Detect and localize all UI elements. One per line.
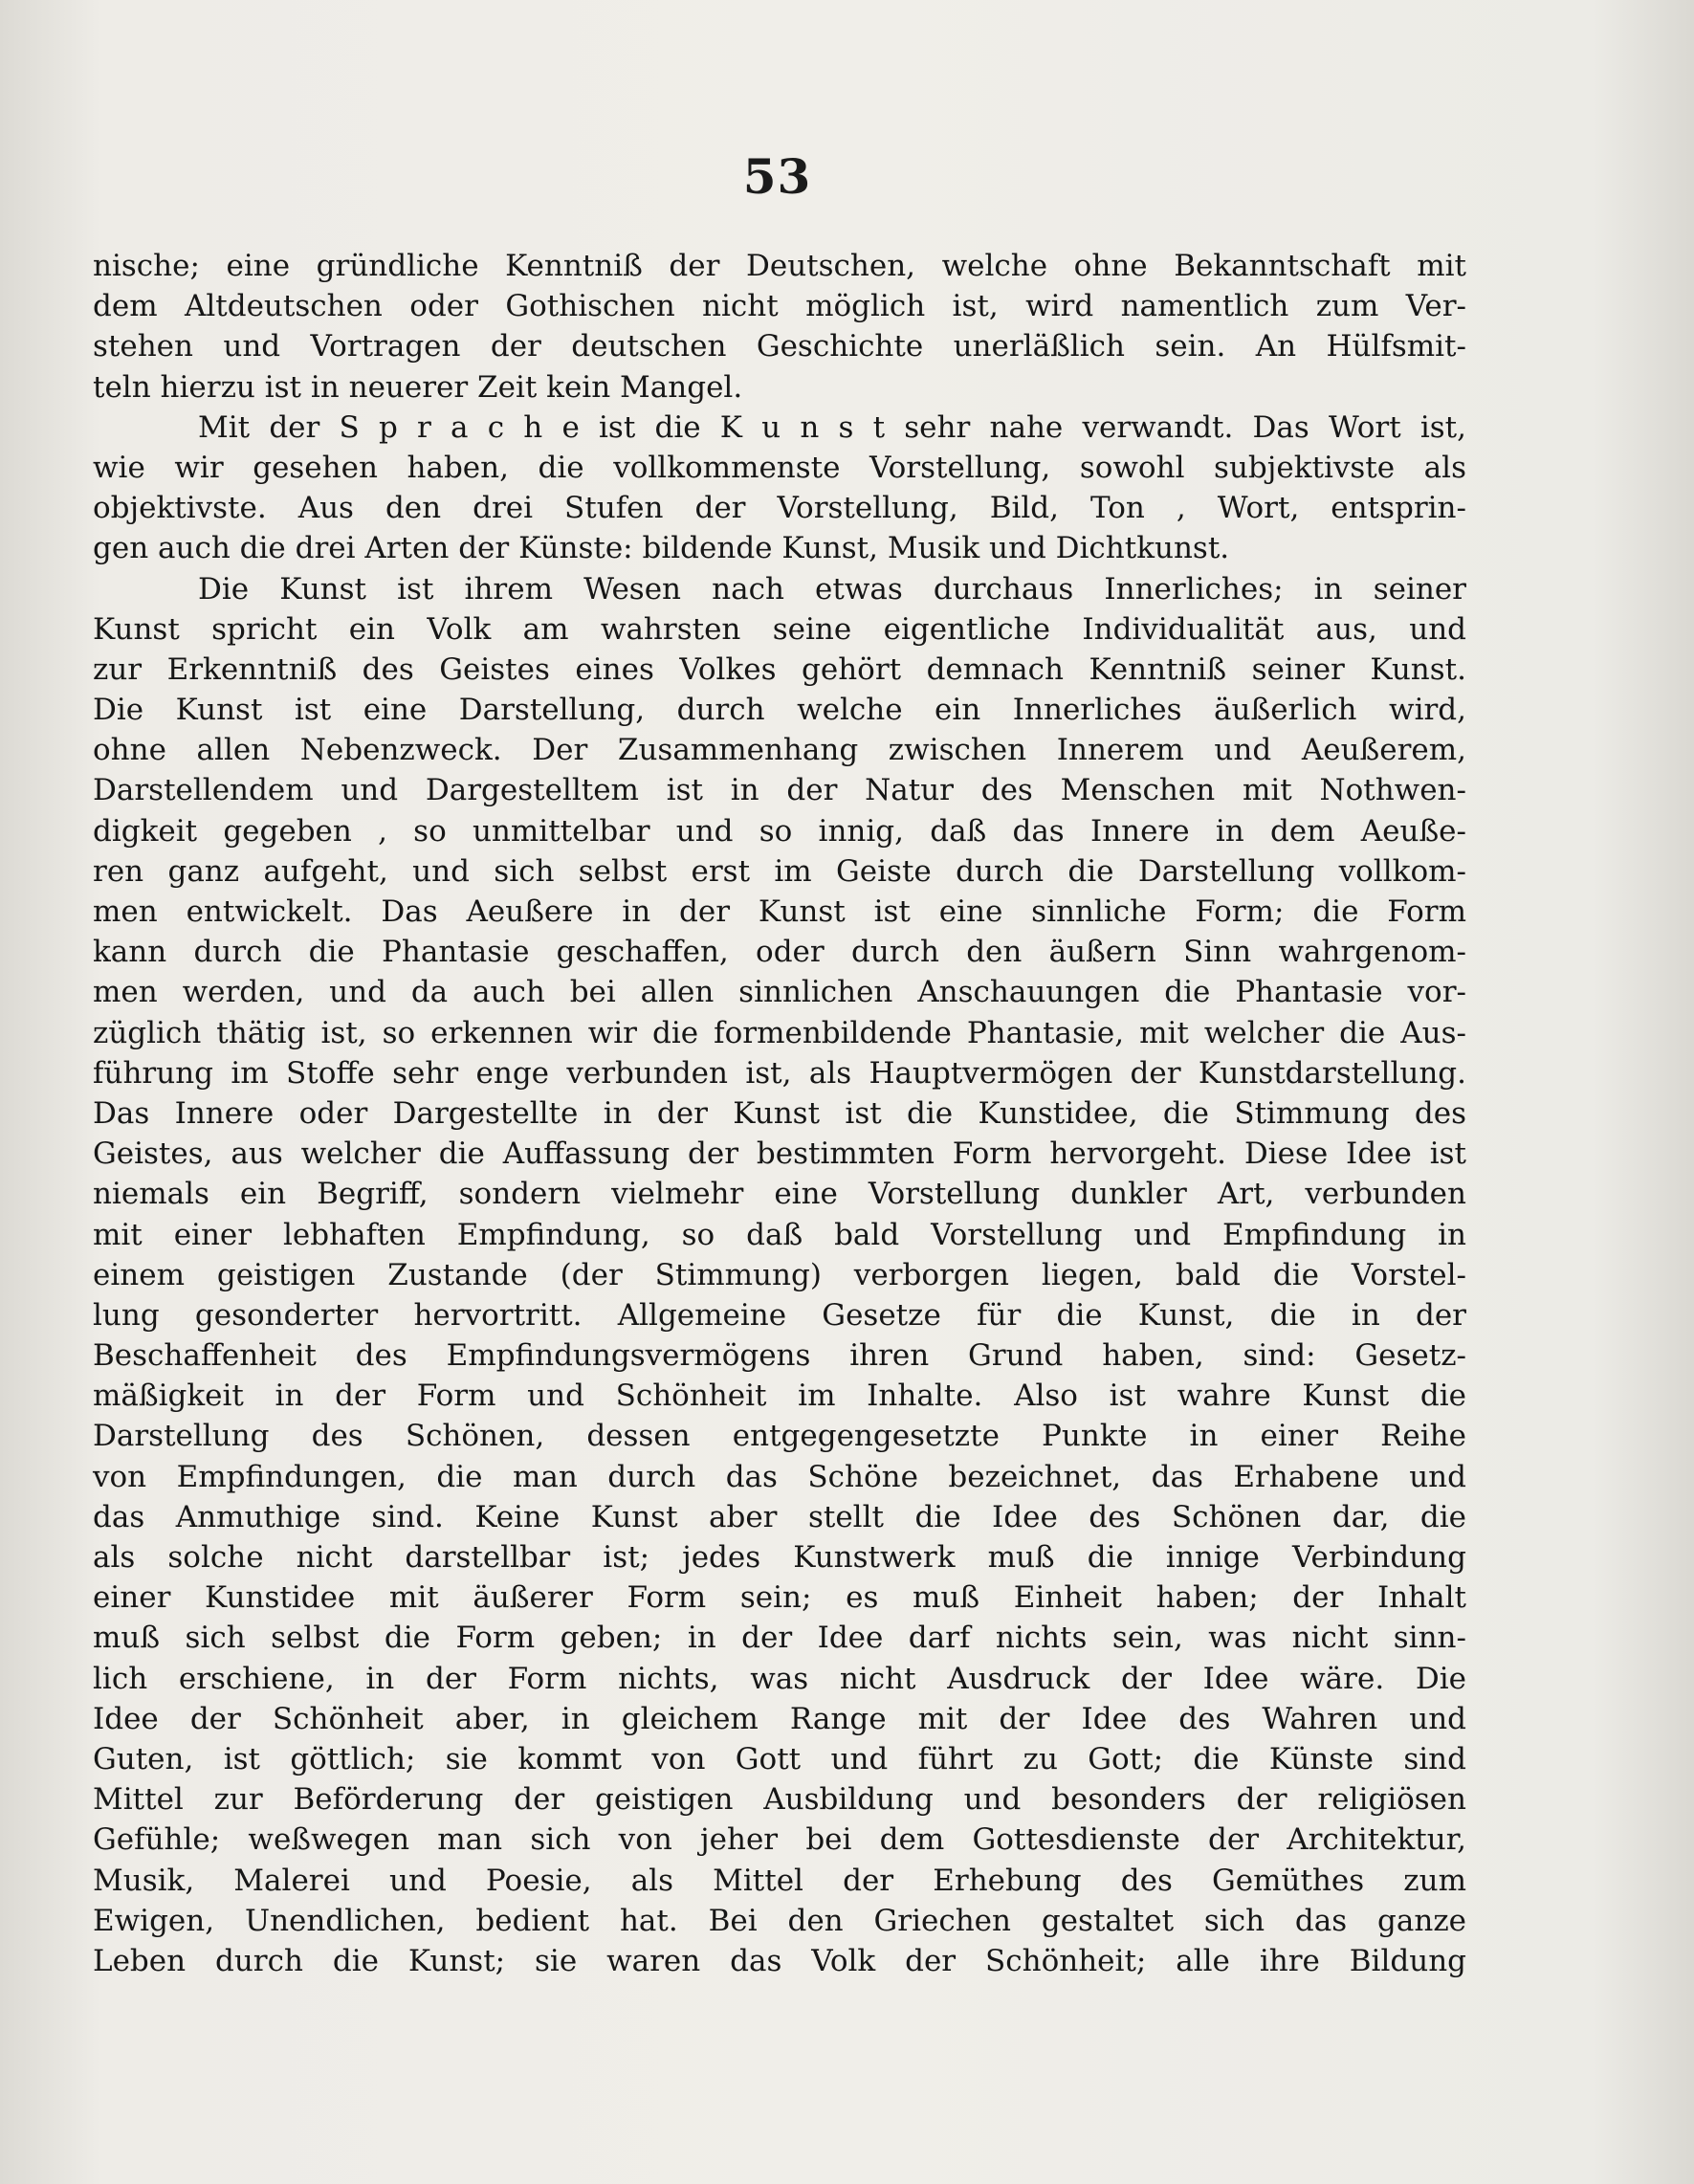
text-line: lung gesonderter hervortritt. Allgemeine Gesetze für die Kunst, die in der xyxy=(93,1297,1466,1333)
text-line: züglich thätig ist, so erkennen wir die formenbildende Phantasie, mit welcher die Aus- xyxy=(93,1015,1466,1050)
text-line: Leben durch die Kunst; sie waren das Volk der Schönheit; alle ihre Bildung xyxy=(93,1943,1466,1978)
text-line: lich erschiene, in der Form nichts, was nicht Ausdruck der Idee wäre. Die xyxy=(93,1661,1466,1696)
text-line: mäßigkeit in der Form und Schönheit im Inhalte. Also ist wahre Kunst die xyxy=(93,1379,1466,1414)
text-line: Kunst spricht ein Volk am wahrsten seine eigentliche Individualität aus, und xyxy=(93,611,1466,647)
text-line: dem Altdeutschen oder Gothischen nicht möglich ist, wird namentlich zum Ver- xyxy=(93,289,1466,324)
text-line: zur Erkenntniß des Geistes eines Volkes gehört demnach Kenntniß seiner Kunst. xyxy=(93,651,1466,687)
text-line: nische; eine gründliche Kenntniß der Deutschen, welche ohne Bekanntschaft mit xyxy=(93,249,1466,283)
text-line: digkeit gegeben , so unmittelbar und so innig, daß das Innere in dem Aeuße- xyxy=(93,813,1466,849)
page-number: 53 xyxy=(742,148,812,205)
text-line: men werden, und da auch bei allen sinnlichen Anschauungen die Phantasie vor- xyxy=(93,975,1466,1010)
text-line: Guten, ist göttlich; sie kommt von Gott und führt zu Gott; die Künste sind xyxy=(93,1741,1466,1776)
text-line: Beschaffenheit des Empfindungsvermögens ihren Grund haben, sind: Gesetz- xyxy=(93,1338,1466,1374)
text-line: von Empfindungen, die man durch das Schöne bezeichnet, das Erhabene und xyxy=(93,1459,1466,1494)
text-line: Idee der Schönheit aber, in gleichem Range mit der Idee des Wahren und xyxy=(93,1701,1466,1736)
text-line: Gefühle; weßwegen man sich von jeher bei dem Gottesdienste der Architektur, xyxy=(93,1822,1466,1858)
text-line: Darstellendem und Dargestelltem ist in der Natur des Menschen mit Nothwen- xyxy=(93,773,1466,808)
text-line: als solche nicht darstellbar ist; jedes Kunstwerk muß die innige Verbindung xyxy=(93,1540,1466,1575)
text-line: objektivste. Aus den drei Stufen der Vorstellung, Bild, Ton , Wort, entsprin- xyxy=(93,491,1466,526)
text-line: gen auch die drei Arten der Künste: bildende Kunst, Musik und Dichtkunst. xyxy=(93,531,1230,566)
text-line: muß sich selbst die Form geben; in der Idee darf nichts sein, was nicht sinn- xyxy=(93,1621,1466,1656)
paragraph xyxy=(93,246,1466,408)
text-line: mit einer lebhaften Empfindung, so daß bald Vorstellung und Empfindung in xyxy=(93,1217,1466,1252)
body-text xyxy=(93,246,1466,1981)
text-line: Ewigen, Unendlichen, bedient hat. Bei den Griechen gestaltet sich das ganze xyxy=(93,1903,1466,1938)
text-line: Mittel zur Beförderung der geistigen Ausbildung und besonders der religiösen xyxy=(93,1782,1466,1818)
text-line: teln hierzu ist in neuerer Zeit kein Mangel. xyxy=(93,369,743,405)
text-line: einem geistigen Zustande (der Stimmung) verborgen liegen, bald die Vorstel- xyxy=(93,1257,1466,1292)
text-line: führung im Stoffe sehr enge verbunden ist, als Hauptvermögen der Kunstdarstellung. xyxy=(93,1055,1466,1091)
text-line: kann durch die Phantasie geschaffen, oder durch den äußern Sinn wahrgenom- xyxy=(93,935,1466,970)
text-line: stehen und Vortragen der deutschen Geschichte unerläßlich sein. An Hülfsmit- xyxy=(93,329,1466,364)
text-line: Musik, Malerei und Poesie, als Mittel der Erhebung des Gemüthes zum xyxy=(93,1863,1466,1898)
text-line: Mit der S p r a c h e ist die K u n s t sehr nahe verwandt. Das Wort ist, xyxy=(198,409,1466,445)
text-line: men entwickelt. Das Aeußere in der Kunst ist eine sinnliche Form; die Form xyxy=(93,894,1466,929)
text-line: Darstellung des Schönen, dessen entgegengesetzte Punkte in einer Reihe xyxy=(93,1419,1466,1454)
text-line: Das Innere oder Dargestellte in der Kunst ist die Kunstidee, die Stimmung des xyxy=(93,1095,1466,1131)
paragraph xyxy=(93,569,1466,1982)
text-line: einer Kunstidee mit äußerer Form sein; es muß Einheit haben; der Inhalt xyxy=(93,1580,1466,1616)
paragraph xyxy=(93,408,1466,569)
text-line: ohne allen Nebenzweck. Der Zusammenhang zwischen Innerem und Aeußerem, xyxy=(93,733,1466,768)
text-line: ren ganz aufgeht, und sich selbst erst im Geiste durch die Darstellung vollkom- xyxy=(93,853,1466,889)
text-line: Die Kunst ist eine Darstellung, durch welche ein Innerliches äußerlich wird, xyxy=(93,693,1466,728)
text-line: wie wir gesehen haben, die vollkommenste Vorstellung, sowohl subjektivste als xyxy=(93,450,1466,485)
text-line: das Anmuthige sind. Keine Kunst aber stellt die Idee des Schönen dar, die xyxy=(93,1499,1466,1534)
text-line: niemals ein Begriff, sondern vielmehr eine Vorstellung dunkler Art, verbunden xyxy=(93,1177,1466,1212)
text-line: Geistes, aus welcher die Auffassung der bestimmten Form hervorgeht. Diese Idee ist xyxy=(93,1136,1466,1172)
text-line: Die Kunst ist ihrem Wesen nach etwas durchaus Innerliches; in seiner xyxy=(198,571,1466,607)
